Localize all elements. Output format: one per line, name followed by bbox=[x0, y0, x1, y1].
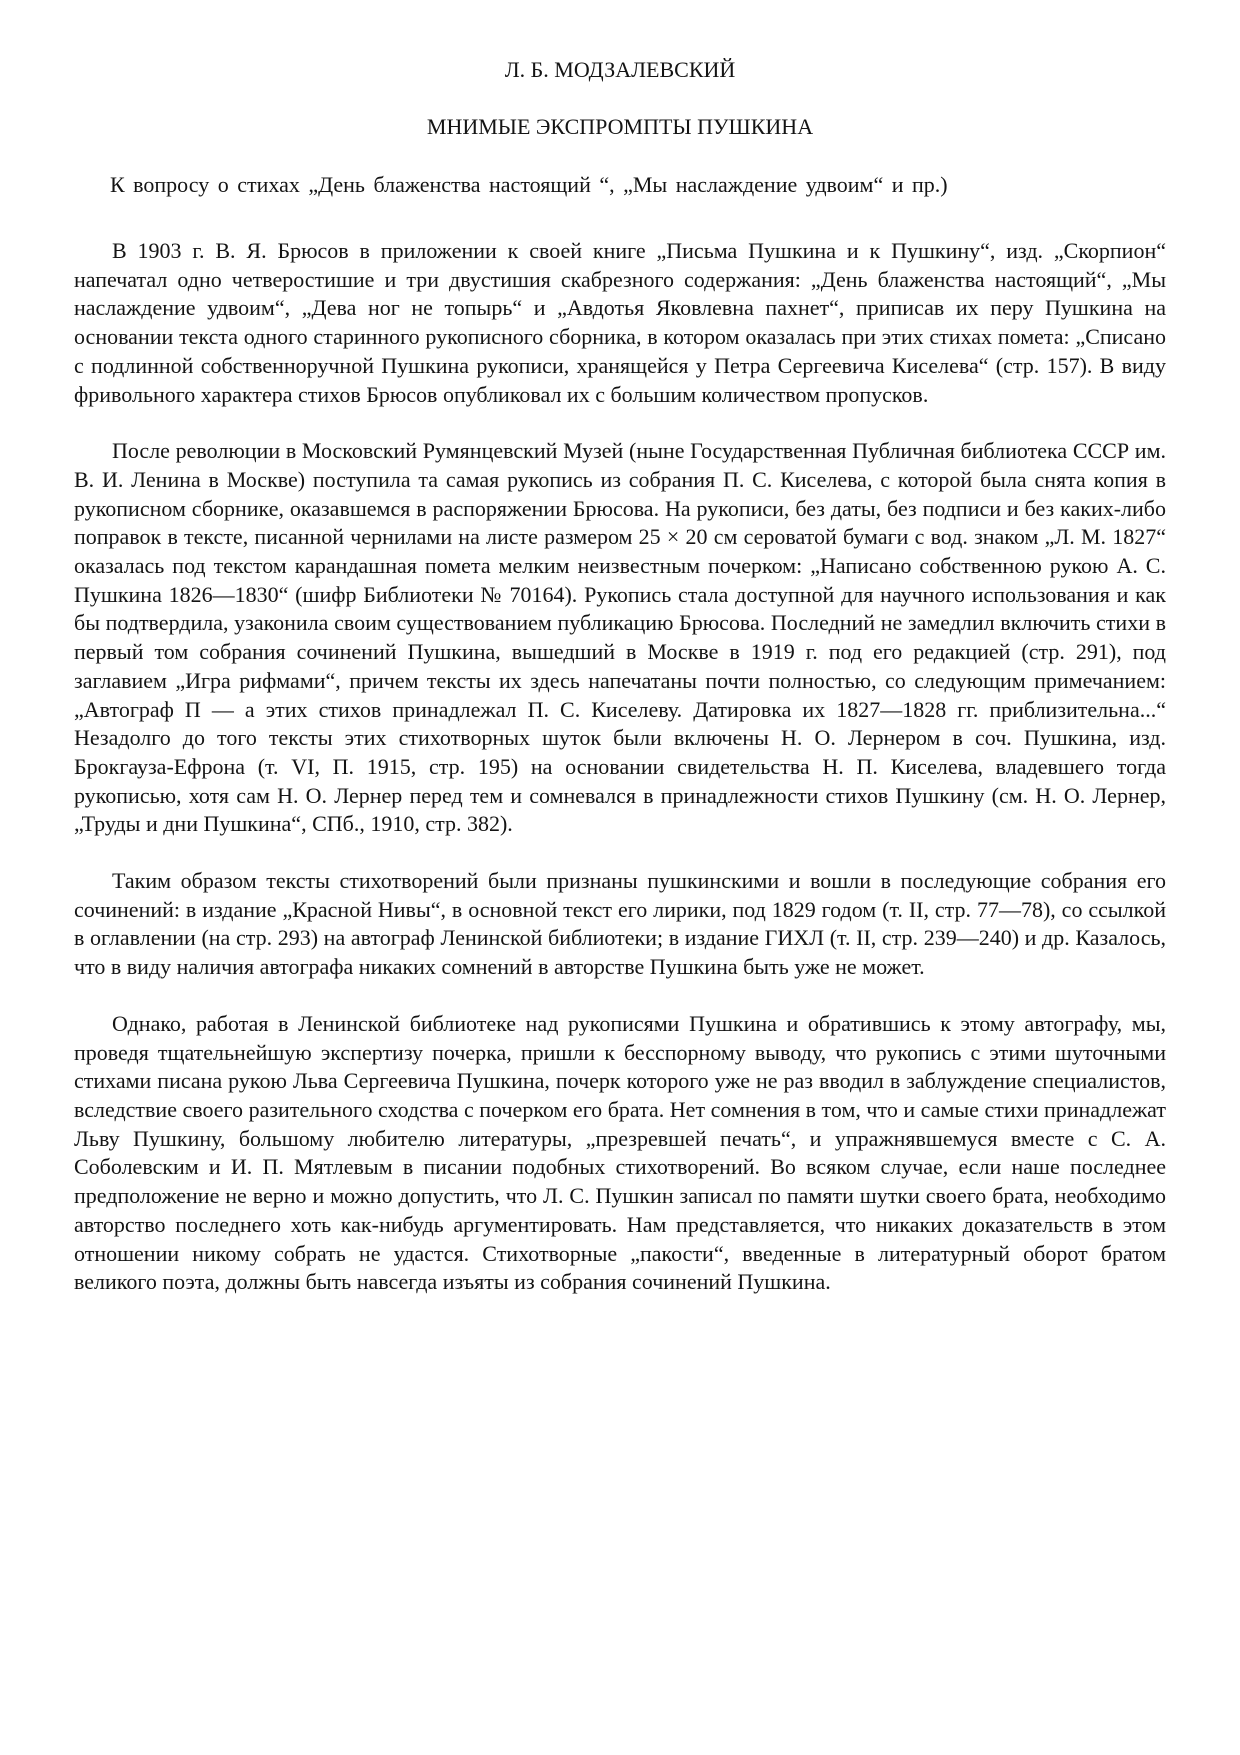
author-name: Л. Б. МОДЗАЛЕВСКИЙ bbox=[504, 57, 736, 82]
article-subtitle: К вопросу о стихах „День блаженства настоящий “, „Мы наслаждение удвоим“ и пр.) bbox=[110, 172, 948, 197]
article-title: МНИМЫЕ ЭКСПРОМПТЫ ПУШКИНА bbox=[426, 114, 814, 139]
paragraph-1: В 1903 г. В. Я. Брюсов в приложении к своей книге „Письма Пушкина и к Пушкину“, изд. „Скорпион“ напечатал одно четверостишие и три двустишия скабрезного содержания: „День блаженства настоящий“, „Мы наслаждение удвоим“, „Дева ног не топырь“ и „Авдотья Яковлевна пахнет“, приписав их перу Пушкина на основании текста одного старинного рукописного сборника, в котором оказалась при этих стихах помета: „Списано с подлинной собственноручной Пушкина рукописи, хранящейся у Петра Сергеевича Киселева“ (стр. 157). В виду фривольного характера стихов Брюсов опубликовал их с большим количеством пропусков. bbox=[74, 238, 1166, 407]
article-body bbox=[74, 237, 1166, 1325]
paragraph-3: Таким образом тексты стихотворений были признаны пушкинскими и вошли в последующие собрания его сочинений: в издание „Красной Нивы“, в основной текст его лирики, под 1829 годом (т. II, стр. 77—78), со ссылкой в оглавлении (на стр. 293) на автограф Ленинской библиотеки; в издание ГИХЛ (т. II, стр. 239—240) и др. Казалось, что в виду наличия автографа никаких сомнений в авторстве Пушкина быть уже не может. bbox=[74, 868, 1166, 980]
paragraph-4: Однако, работая в Ленинской библиотеке над рукописями Пушкина и обратившись к этому автографу, мы, проведя тщательнейшую экспертизу почерка, пришли к бесспорному выводу, что рукопись с этими шуточными стихами писана рукою Льва Сергеевича Пушкина, почерк которого уже не раз вводил в заблуждение специалистов, вследствие своего разительного сходства с почерком его брата. Нет сомнения в том, что и самые стихи принадлежат Льву Пушкину, большому любителю литературы, „презревшей печать“, и упражнявшемуся вместе с С. А. Соболевским и И. П. Мятлевым в писании подобных стихотворений. Во всяком случае, если наше последнее предположение не верно и можно допустить, что Л. С. Пушкин записал по памяти шутки своего брата, необходимо авторство последнего хоть как-нибудь аргументировать. Нам представляется, что никаких доказательств в этом отношении никому собрать не удастся. Стихотворные „пакости“, введенные в литературный оборот братом великого поэта, должны быть навсегда изъяты из собрания сочинений Пушкина. bbox=[74, 1010, 1166, 1295]
paragraph-2: После революции в Московский Румянцевский Музей (ныне Государственная Публичная библиотека СССР им. В. И. Ленина в Москве) поступила та самая рукопись из собрания П. С. Киселева, с которой была снята копия в рукописном сборнике, оказавшемся в распоряжении Брюсова. На рукописи, без даты, без подписи и без каких-либо поправок в тексте, писанной чернилами на листе размером 25 × 20 см сероватой бумаги с вод. знаком „Л. М. 1827“ оказалась под текстом карандашная помета мелким неизвестным почерком: „Написано собственною рукою А. С. Пушкина 1826—1830“ (шифр Библиотеки № 70164). Рукопись стала доступной для научного использования и как бы подтвердила, узаконила своим существованием публикацию Брюсова. Последний не замедлил включить стихи в первый том собрания сочинений Пушкина, вышедший в Москве в 1919 г. под его редакцией (стр. 291), под заглавием „Игра рифмами“, причем тексты их здесь напечатаны почти полностью, со следующим примечанием: „Автограф П — а этих стихов принадлежал П. С. Киселеву. Датировка их 1827—1828 гг. приблизительна...“ Незадолго до того тексты этих стихотворных шуток были включены Н. О. Лернером в соч. Пушкина, изд. Брокгауза-Ефрона (т. VI, П. 1915, стр. 195) на основании свидетельства Н. П. Киселева, владевшего тогда рукописью, хотя сам Н. О. Лернер перед тем и сомневался в принадлежности стихов Пушкину (см. Н. О. Лернер, „Труды и дни Пушкина“, СПб., 1910, стр. 382). bbox=[74, 438, 1166, 837]
